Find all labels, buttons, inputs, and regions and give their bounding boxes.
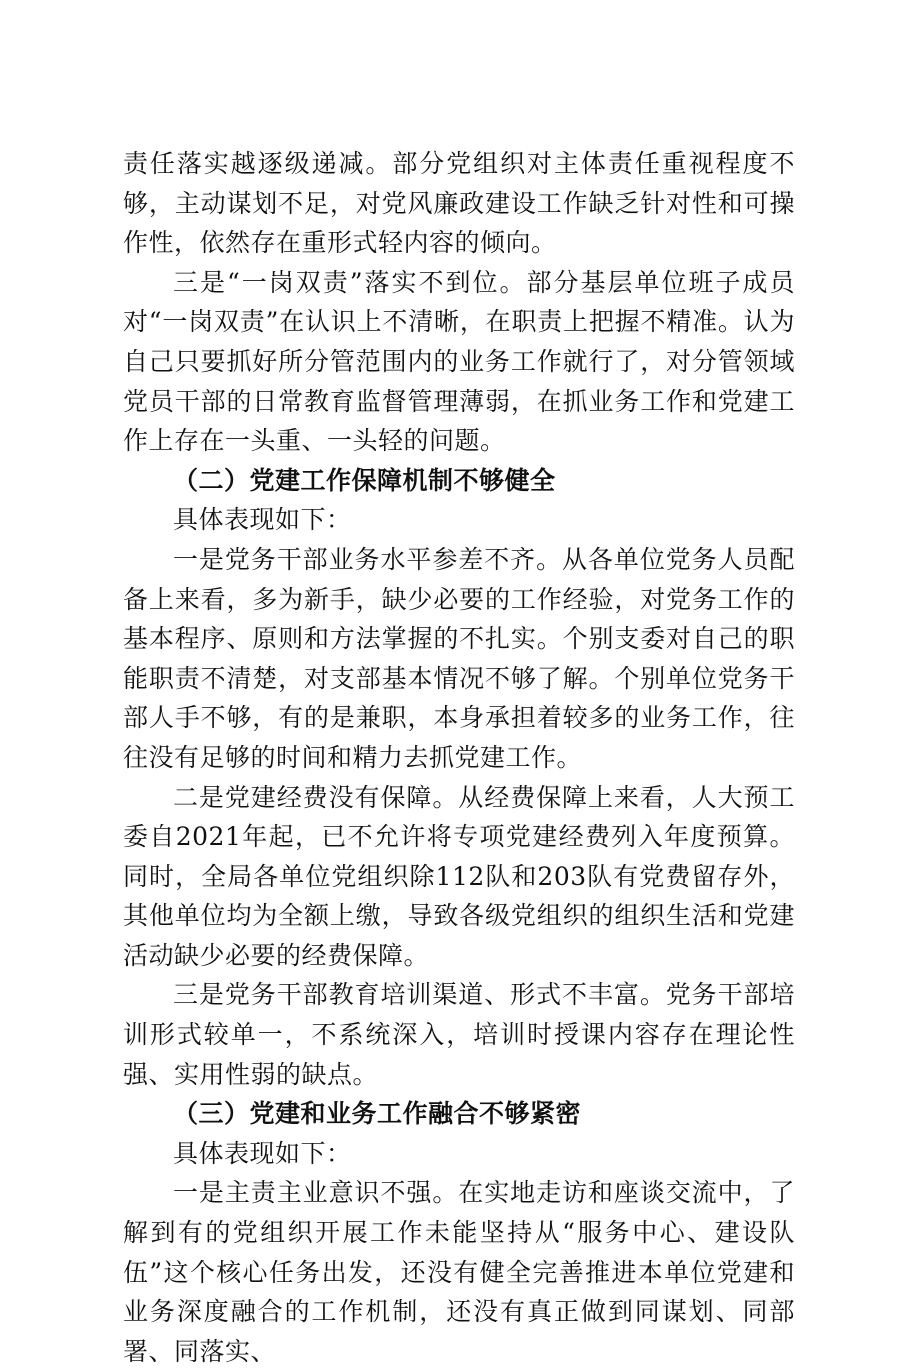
paragraph: 三是“一岗双责”落实不到位。部分基层单位班子成员对“一岗双责”在认识上不清晰，在职责上把握不精准。认为自己只要抓好所分管范围内的业务工作就行了，对分管领域党员干部的日常教育监督管理薄弱，在抓业务工作和党建工作上存在一头重、一头轻的问题。: [123, 267, 795, 456]
paragraph: 责任落实越逐级递减。部分党组织对主体责任重视程度不够，主动谋划不足，对党风廉政建设工作缺乏针对性和可操作性，依然存在重形式轻内容的倾向。: [123, 149, 795, 258]
paragraph: 具体表现如下：: [173, 505, 352, 535]
section-heading: （二）党建工作保障机制不够健全: [173, 465, 556, 495]
paragraph: 二是党建经费没有保障。从经费保障上来看，人大预工委自2021年起，已不允许将专项党建经费列入年度预算。同时，全局各单位党组织除112队和203队有党费留存外，其他单位均为全额上缴，导致各级党组织的组织生活和党建活动缺少必要的经费保障。: [123, 782, 795, 970]
paragraph: 一是主责主业意识不强。在实地走访和座谈交流中，了解到有的党组织开展工作未能坚持从“服务中心、建设队伍”这个核心任务出发，还没有健全完善推进本单位党建和业务深度融合的工作机制，还没有真正做到同谋划、同部署、同落实、: [123, 1178, 795, 1366]
paragraph: 一是党务干部业务水平参差不齐。从各单位党务人员配备上来看，多为新手，缺少必要的工作经验，对党务工作的基本程序、原则和方法掌握的不扎实。个别支委对自己的职能职责不清楚，对支部基本情况不够了解。个别单位党务干部人手不够，有的是兼职，本身承担着较多的业务工作，往往没有足够的时间和精力去抓党建工作。: [123, 544, 795, 772]
section-heading: （三）党建和业务工作融合不够紧密: [173, 1099, 582, 1129]
paragraph: 三是党务干部教育培训渠道、形式不丰富。党务干部培训形式较单一，不系统深入，培训时授课内容存在理论性强、实用性弱的缺点。: [123, 980, 795, 1089]
paragraph: 具体表现如下：: [173, 1138, 352, 1168]
document-body: [123, 144, 795, 1371]
